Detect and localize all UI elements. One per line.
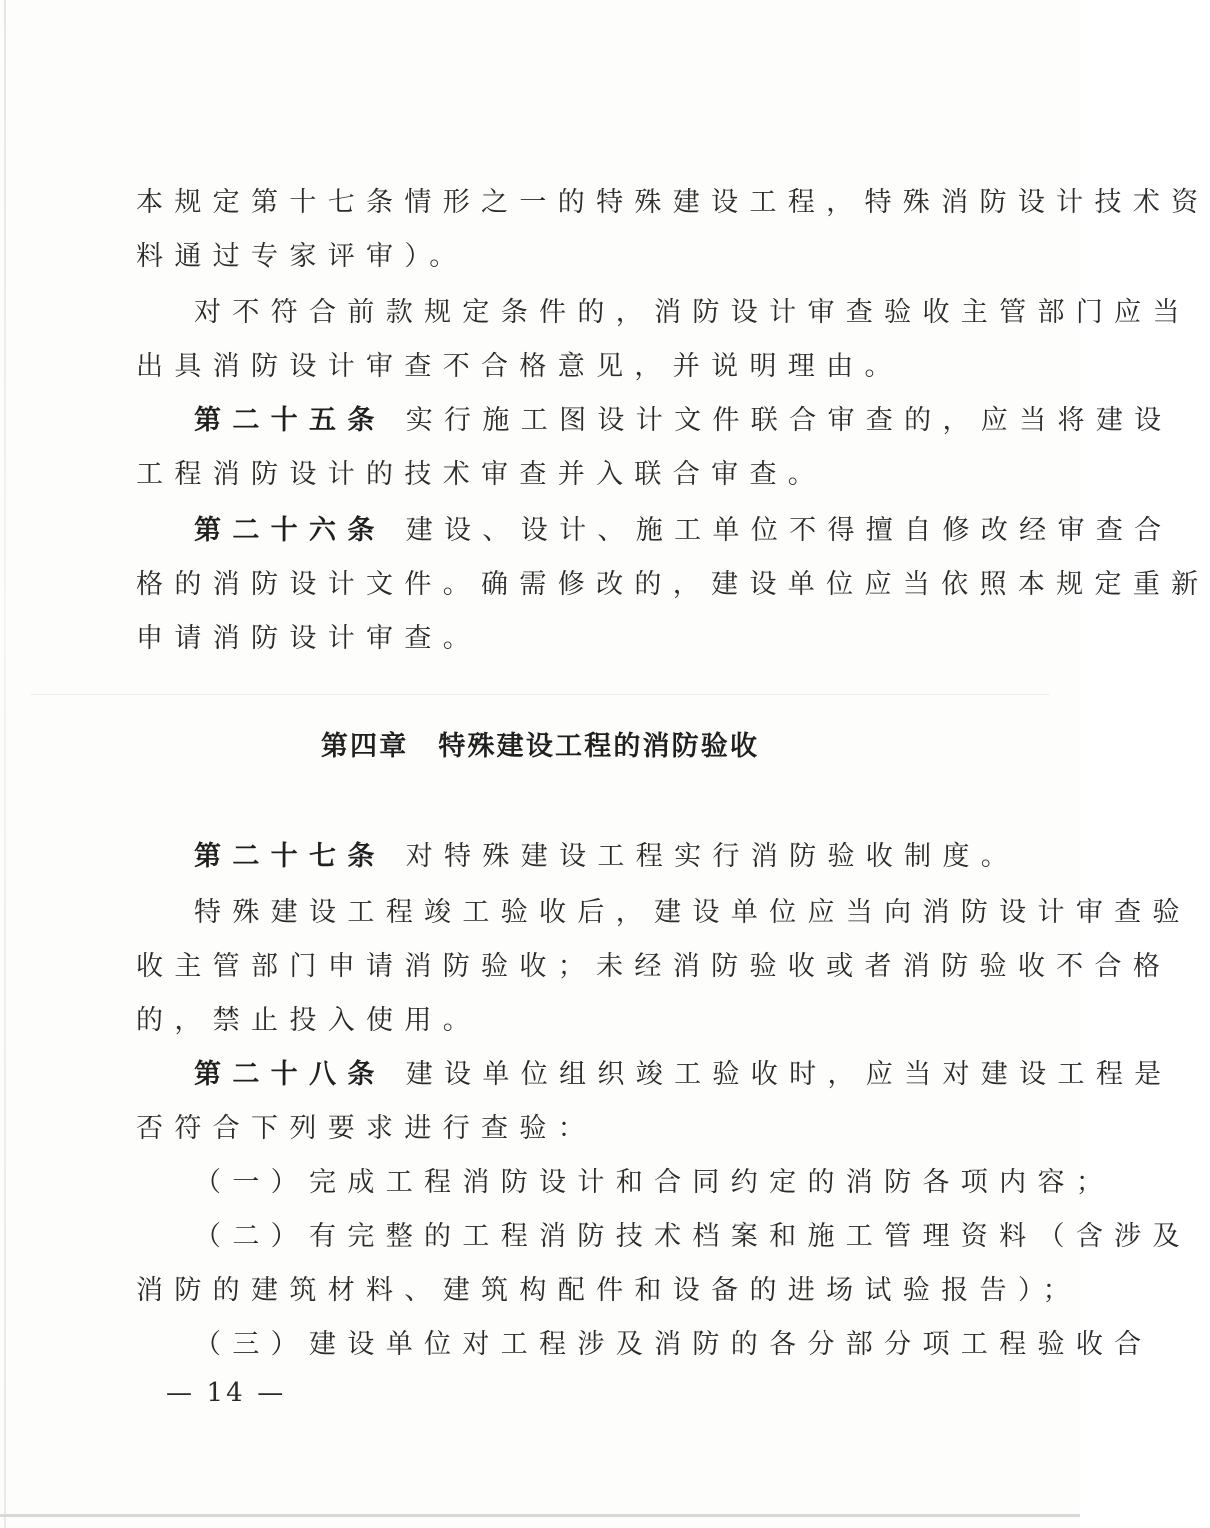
paragraph-line: 特殊建设工程竣工验收后，建设单位应当向消防设计审查验: [194, 897, 1191, 928]
article-number: 第二十七条: [194, 841, 386, 872]
chapter-title: 特殊建设工程的消防验收: [438, 731, 760, 762]
article-number: 第二十五条: [194, 405, 386, 436]
paragraph-line: 工程消防设计的技术审查并入联合审查。: [136, 459, 827, 490]
requirement-items: [136, 1156, 1191, 1372]
list-item-continuation: 消防的建筑材料、建筑构配件和设备的进场试验报告）；: [136, 1275, 1081, 1306]
chapter-heading: [0, 724, 1080, 763]
article-first-line: [136, 504, 1173, 558]
article-first-line: [136, 830, 1020, 884]
paragraph-line: 收主管部门申请消防验收；未经消防验收或者消防验收不合格: [136, 951, 1172, 982]
continuation-paragraph: [136, 176, 1210, 284]
list-item: （一）完成工程消防设计和合同约定的消防各项内容；: [194, 1167, 1115, 1198]
paragraph-line: 格的消防设计文件。确需修改的，建设单位应当依照本规定重新: [136, 569, 1210, 600]
article-text: 实行施工图设计文件联合审查的，应当将建设: [405, 405, 1173, 436]
article-28: [136, 1048, 1173, 1156]
article-text: 建设单位组织竣工验收时，应当对建设工程是: [405, 1059, 1173, 1090]
list-item: （三）建设单位对工程涉及消防的各分部分项工程验收合: [194, 1329, 1153, 1360]
article-26: [136, 504, 1210, 666]
paragraph-line: 料通过专家评审）。: [136, 241, 468, 272]
article-text: 对特殊建设工程实行消防验收制度。: [405, 841, 1020, 872]
list-item: （二）有完整的工程消防技术档案和施工管理资料（含涉及: [194, 1221, 1191, 1252]
acceptance-paragraph: [136, 886, 1191, 1048]
article-text: 建设、设计、施工单位不得擅自修改经审查合: [405, 515, 1173, 546]
page-fold-line: [30, 694, 1050, 695]
article-27: [136, 830, 1020, 884]
article-first-line: [136, 1048, 1173, 1102]
paragraph-line: 本规定第十七条情形之一的特殊建设工程，特殊消防设计技术资: [136, 187, 1210, 218]
scan-edge-left: [4, 0, 6, 1528]
article-number: 第二十八条: [194, 1059, 386, 1090]
paragraph-line: 申请消防设计审查。: [136, 623, 482, 654]
paragraph-line: 否符合下列要求进行查验：: [136, 1113, 597, 1144]
chapter-number: 第四章: [320, 731, 409, 762]
page-number: — 14 —: [166, 1378, 287, 1408]
scan-edge-bottom: [0, 1514, 1080, 1517]
paragraph-line: 的，禁止投入使用。: [136, 1005, 482, 1036]
article-25: [136, 394, 1173, 502]
article-first-line: [136, 394, 1173, 448]
paragraph-line: 对不符合前款规定条件的，消防设计审查验收主管部门应当: [194, 297, 1191, 328]
non-compliance-paragraph: [136, 286, 1191, 394]
paragraph-line: 出具消防设计审查不合格意见，并说明理由。: [136, 351, 903, 382]
article-number: 第二十六条: [194, 515, 386, 546]
